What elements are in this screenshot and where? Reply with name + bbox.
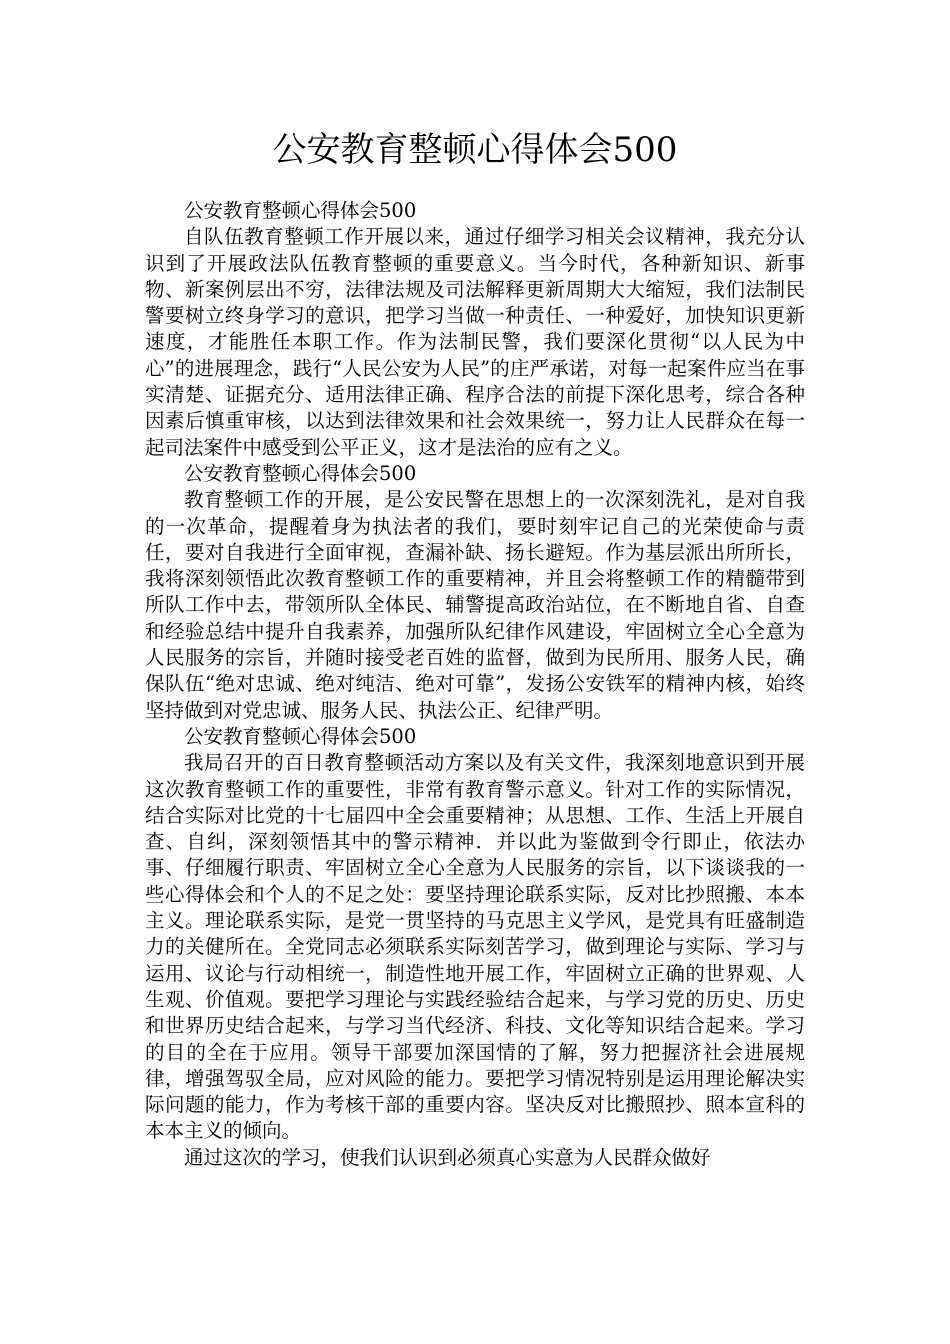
body-paragraph: 我局召开的百日教育整顿活动方案以及有关文件，我深刻地意识到开展这次教育整顿工作的重要性，非常有教育警示意义。针对工作的实际情况，结合实际对比党的十七届四中全会重要精神；从思想、工作、生活上开展自查、自纠，深刻领悟其中的警示精神．并以此为鉴做到令行即止，依法办事、仔细履行职责、牢固树立全心全意为人民服务的宗旨，以下谈谈我的一些心得体会和个人的不足之处：要坚持理论联系实际，反对比抄照搬、本本主义。理论联系实际，是党一贯坚持的马克思主义学风，是党具有旺盛制造力的关健所在。全党同志必须联系实际刻苦学习，做到理论与实际、学习与运用、议论与行动相统一，制造性地开展工作，牢固树立正确的世界观、人生观、价值观。要把学习理论与实践经验结合起来，与学习党的历史、历史和世界历史结合起来，与学习当代经济、科技、文化等知识结合起来。学习的目的全在于应用。领导干部要加深国情的了解，努力把握济社会进展规律，增强驾驭全局，应对风险的能力。要把学习情况特别是运用理论解决实际问题的能力，作为考核干部的重要内容。坚决反对比搬照抄、照本宣科的本本主义的倾向。 xyxy=(145,751,805,1143)
section-heading: 公安教育整顿心得体会500 xyxy=(184,724,417,748)
body-paragraph: 通过这次的学习，使我们认识到必须真心实意为人民群众做好 xyxy=(184,1145,711,1169)
document-title: 公安教育整顿心得体会500 xyxy=(272,130,678,170)
body-paragraph: 教育整顿工作的开展，是公安民警在思想上的一次深刻洗礼，是对自我的一次革命，提醒着身为执法者的我们，要时刻牢记自己的光荣使命与责任，要对自我进行全面审视，查漏补缺、扬长避短。作为基层派出所所长，我将深刻领悟此次教育整顿工作的重要精神，并且会将整顿工作的精髓带到所队工作中去，带领所队全体民、辅警提高政治站位，在不断地自省、自查和经验总结中提升自我素养，加强所队纪律作风建设，牢固树立全心全意为人民服务的宗旨，并随时接受老百姓的监督，做到为民所用、服务人民，确保队伍“绝对忠诚、绝对纯洁、绝对可靠”，发扬公安铁军的精神内核，始终坚持做到对党忠诚、服务人民、执法公正、纪律严明。 xyxy=(145,488,805,722)
section-heading: 公安教育整顿心得体会500 xyxy=(184,461,417,485)
section-heading: 公安教育整顿心得体会500 xyxy=(184,199,417,222)
body-paragraph: 自队伍教育整顿工作开展以来，通过仔细学习相关会议精神，我充分认识到了开展政法队伍教育整顿的重要意义。当今时代，各种新知识、新事物、新案例层出不穷，法律法规及司法解释更新周期大大缩短，我们法制民警要树立终身学习的意识，把学习当做一种责任、一种爱好，加快知识更新速度，才能胜任本职工作。作为法制民警，我们要深化贯彻“以人民为中心”的进展理念，践行“人民公安为人民”的庄严承诺，对每一起案件应当在事实清楚、证据充分、适用法律正确、程序合法的前提下深化思考，综合各种因素后慎重审核，以达到法律效果和社会效果统一，努力让人民群众在每一起司法案件中感受到公平正义，这才是法治的应有之义。 xyxy=(145,225,805,459)
document-body xyxy=(145,198,805,1171)
